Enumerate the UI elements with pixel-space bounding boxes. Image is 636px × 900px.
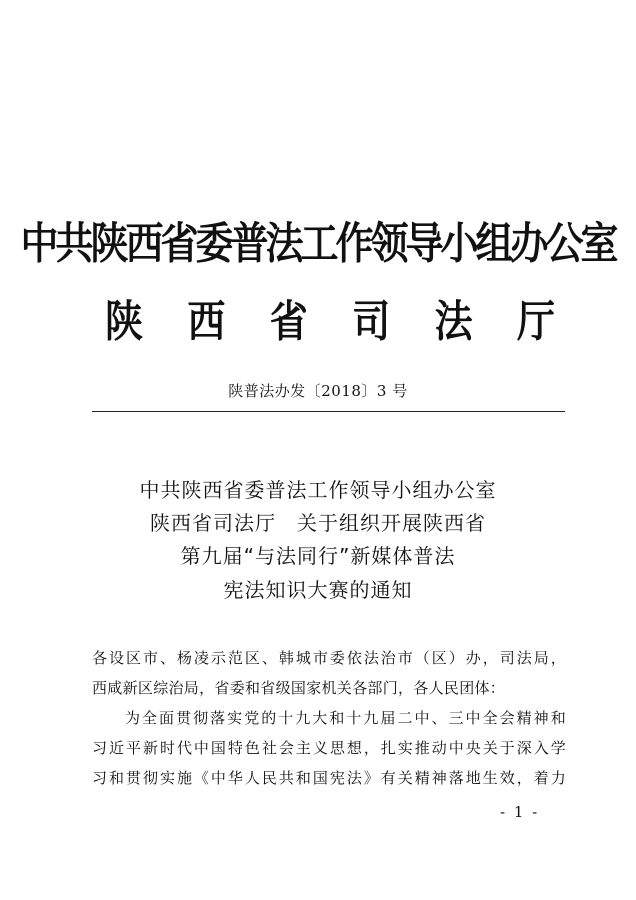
issuer-name-2: 陕西省司法厅	[105, 296, 555, 347]
body-line-3: 为全面贯彻落实党的十九大和十九届二中、三中全会精神和	[125, 709, 566, 727]
document-title-line-4: 宪法知识大赛的通知	[223, 578, 413, 602]
body-line-2: 西咸新区综治局，省委和省级国家机关各部门，各人民团体：	[92, 679, 506, 697]
issuer-name-1: 中共陕西省委普法工作领导小组办公室	[20, 218, 616, 269]
header-divider	[92, 411, 565, 412]
document-title-line-1: 中共陕西省委普法工作领导小组办公室	[139, 478, 497, 502]
document-title-line-2: 陕西省司法厅 关于组织开展陕西省	[150, 511, 486, 535]
body-line-1: 各设区市、杨凌示范区、韩城市委依法治市（区）办，司法局，	[92, 649, 566, 667]
document-title-line-3: 第九届“与法同行”新媒体普法	[180, 544, 456, 568]
body-line-5: 习和贯彻实施《中华人民共和国宪法》有关精神落地生效，着力	[92, 769, 566, 787]
document-number: 陕普法办发〔2018〕3 号	[228, 382, 408, 400]
body-line-4: 习近平新时代中国特色社会主义思想，扎实推动中央关于深入学	[92, 739, 566, 757]
page-number: - 1 -	[500, 803, 540, 821]
